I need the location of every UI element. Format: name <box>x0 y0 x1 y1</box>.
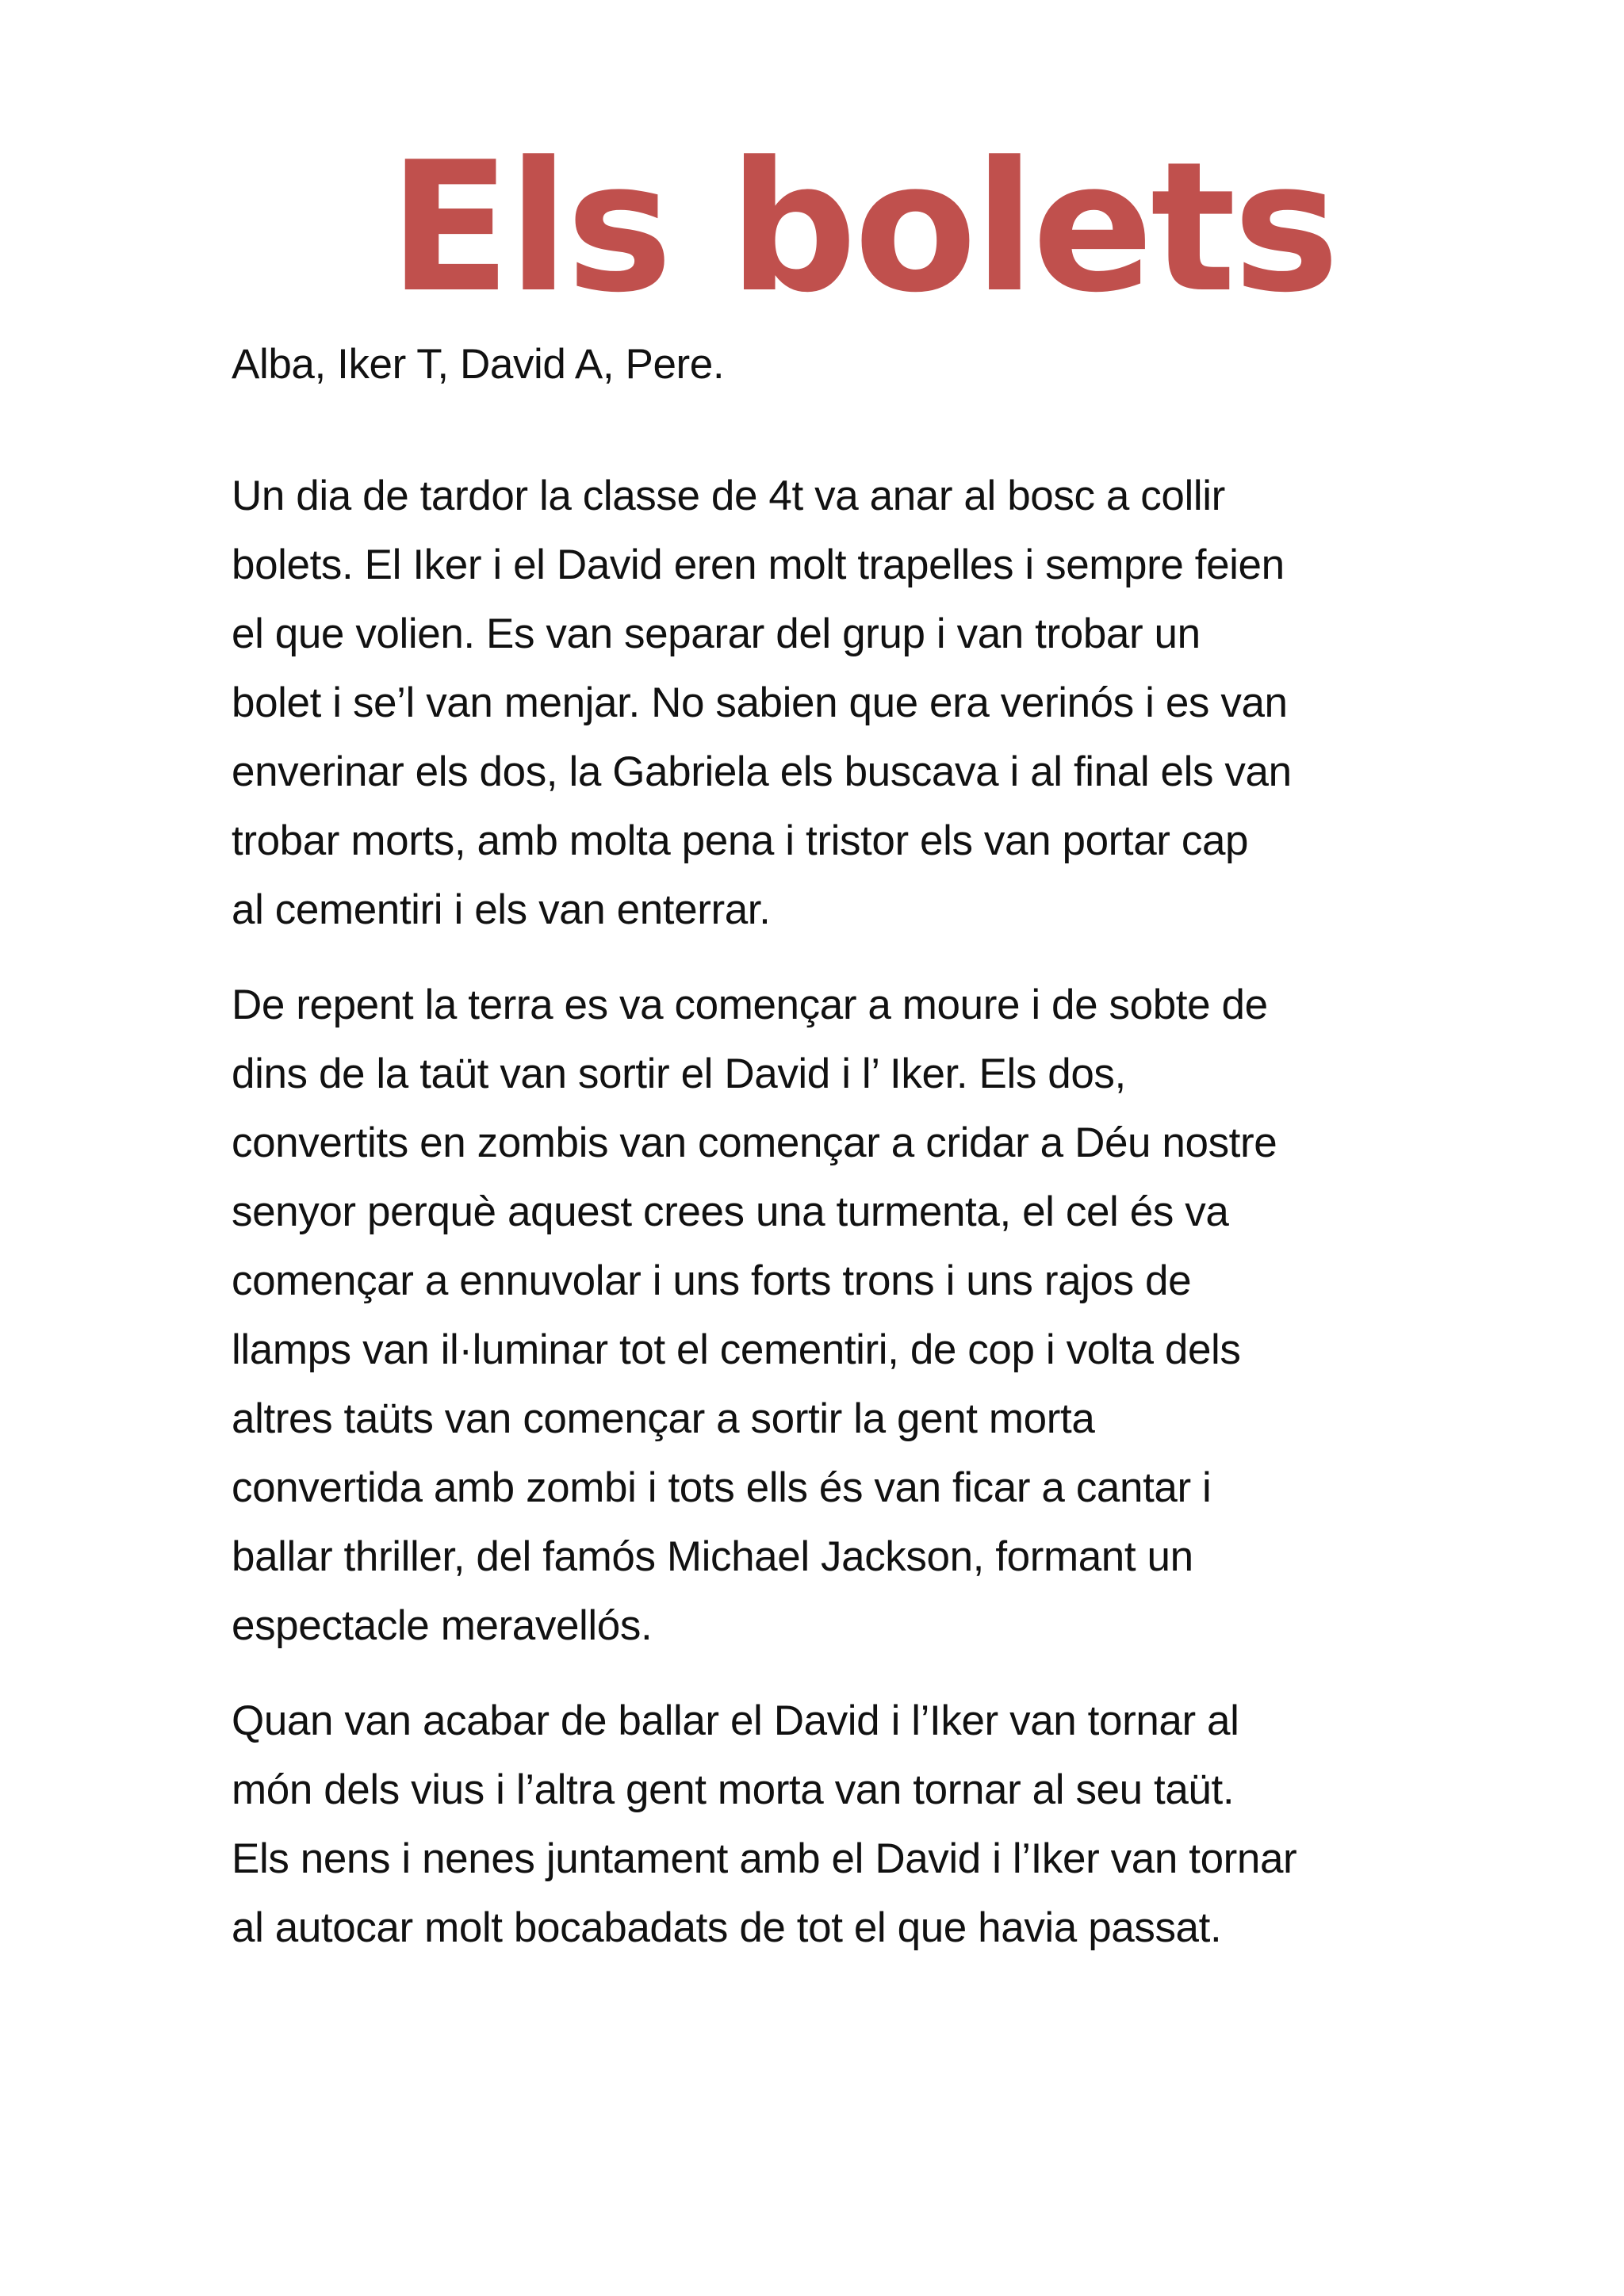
text-line: el que volien. Es van separar del grup i van trobar un <box>232 610 1201 657</box>
document-title: Els bolets <box>389 124 1337 332</box>
text-line: ballar thriller, del famós Michael Jackson, formant un <box>232 1533 1193 1580</box>
text-line: trobar morts, amb molta pena i tristor els van portar cap <box>232 817 1249 864</box>
text-line: convertida amb zombi i tots ells és van ficar a cantar i <box>232 1464 1212 1511</box>
text-line: senyor perquè aquest crees una turmenta, el cel és va <box>232 1188 1229 1235</box>
text-line: al autocar molt bocabadats de tot el que havia passat. <box>232 1904 1222 1951</box>
paragraph-1 <box>232 461 1421 944</box>
text-line: començar a ennuvolar i uns forts trons i uns rajos de <box>232 1257 1192 1304</box>
text-line: Un dia de tardor la classe de 4t va anar al bosc a collir <box>232 473 1225 519</box>
text-line: Els nens i nenes juntament amb el David i l’Iker van tornar <box>232 1835 1297 1882</box>
document-body <box>232 335 1421 1988</box>
text-line: bolet i se’l van menjar. No sabien que era verinós i es van <box>232 679 1288 726</box>
text-line: convertits en zombis van començar a cridar a Déu nostre <box>232 1119 1277 1166</box>
paragraph-3 <box>232 1686 1421 1962</box>
text-line: bolets. El Iker i el David eren molt trapelles i sempre feien <box>232 541 1285 588</box>
text-line: món dels vius i l’altra gent morta van tornar al seu taüt. <box>232 1766 1235 1813</box>
text-line: espectacle meravellós. <box>232 1602 653 1649</box>
text-line: llamps van il·luminar tot el cementiri, de cop i volta dels <box>232 1326 1241 1373</box>
authors-line: Alba, Iker T, David A, Pere. <box>232 341 725 388</box>
text-line: al cementiri i els van enterrar. <box>232 886 771 933</box>
text-line: De repent la terra es va començar a moure i de sobte de <box>232 982 1268 1028</box>
paragraph-2 <box>232 970 1421 1660</box>
text-line: Quan van acabar de ballar el David i l’Iker van tornar al <box>232 1697 1239 1744</box>
text-line: enverinar els dos, la Gabriela els buscava i al final els van <box>232 748 1292 795</box>
text-line: altres taüts van començar a sortir la gent morta <box>232 1395 1095 1442</box>
text-line: dins de la taüt van sortir el David i l’ Iker. Els dos, <box>232 1050 1126 1097</box>
